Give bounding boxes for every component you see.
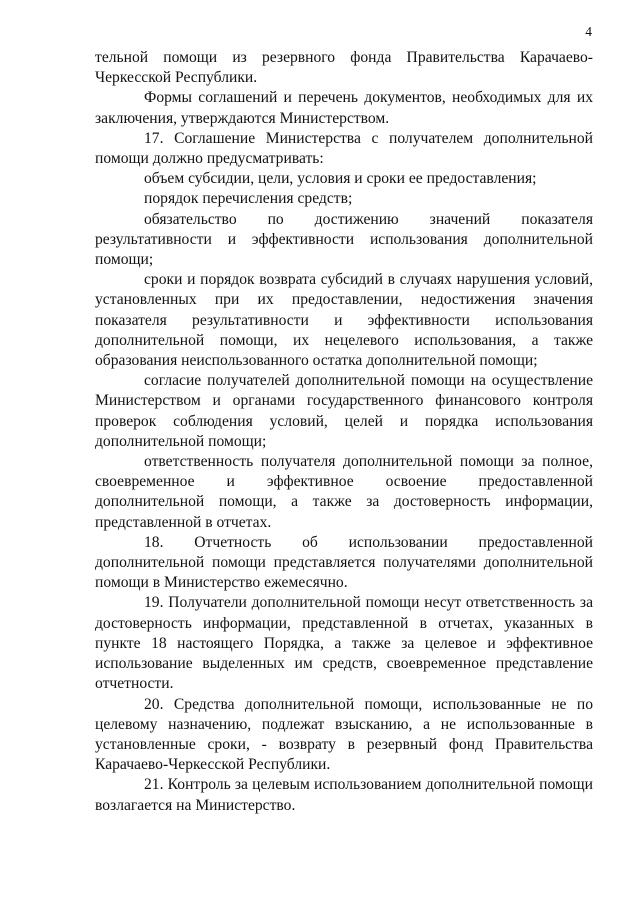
paragraph: сроки и порядок возврата субсидий в случаях нарушения условий, установленных при их предоставлении, недостижения значения показателя результативности и эффективности использования дополнительной помощи, их нецелевого использования, а также образования неиспользованного остатка дополнительной помощи;	[95, 271, 593, 370]
paragraph-item-18: 18. Отчетность об использовании предоставленной дополнительной помощи представляется получателями дополнительной помощи в Министерство ежемесячно.	[95, 533, 593, 592]
page-number: 4	[585, 24, 592, 39]
paragraph-item-17: 17. Соглашение Министерства с получателем дополнительной помощи должно предусматривать:	[95, 129, 593, 168]
paragraph: порядок перечисления средств;	[144, 190, 353, 208]
paragraph-item-21: 21. Контроль за целевым использованием дополнительной помощи возлагается на Министерство.	[95, 776, 593, 814]
paragraph-item-20: 20. Средства дополнительной помощи, использованные не по целевому назначению, подлежат взысканию, а не использованные в установленные сроки, - возврату в резервный фонд Правительства Карачаево-Черкесской Республики.	[95, 695, 593, 774]
paragraph: объем субсидии, цели, условия и сроки ее предоставления;	[144, 170, 537, 188]
paragraph: Формы соглашений и перечень документов, необходимых для их заключения, утверждаются Министерством.	[95, 89, 593, 127]
paragraph: ответственность получателя дополнительной помощи за полное, своевременное и эффективное освоение предоставленной дополнительной помощи, а также за достоверность информации, представленной в отчетах.	[95, 453, 593, 531]
paragraph: обязательство по достижению значений показателя результативности и эффективности использования дополнительной помощи;	[95, 210, 593, 269]
paragraph: согласие получателей дополнительной помощи на осуществление Министерством и органами государственного финансового контроля проверок соблюдения условий, целей и порядка использования дополнительной помощи;	[95, 372, 593, 450]
paragraph: тельной помощи из резервного фонда Правительства Карачаево-Черкесской Республики.	[95, 49, 593, 87]
paragraph-item-19: 19. Получатели дополнительной помощи несут ответственность за достоверность информации, представленной в отчетах, указанных в пункте 18 настоящего Порядка, а также за целевое и эффективное использование выделенных им средств, своевременное представление отчетности.	[95, 594, 593, 693]
document-body	[95, 48, 593, 816]
